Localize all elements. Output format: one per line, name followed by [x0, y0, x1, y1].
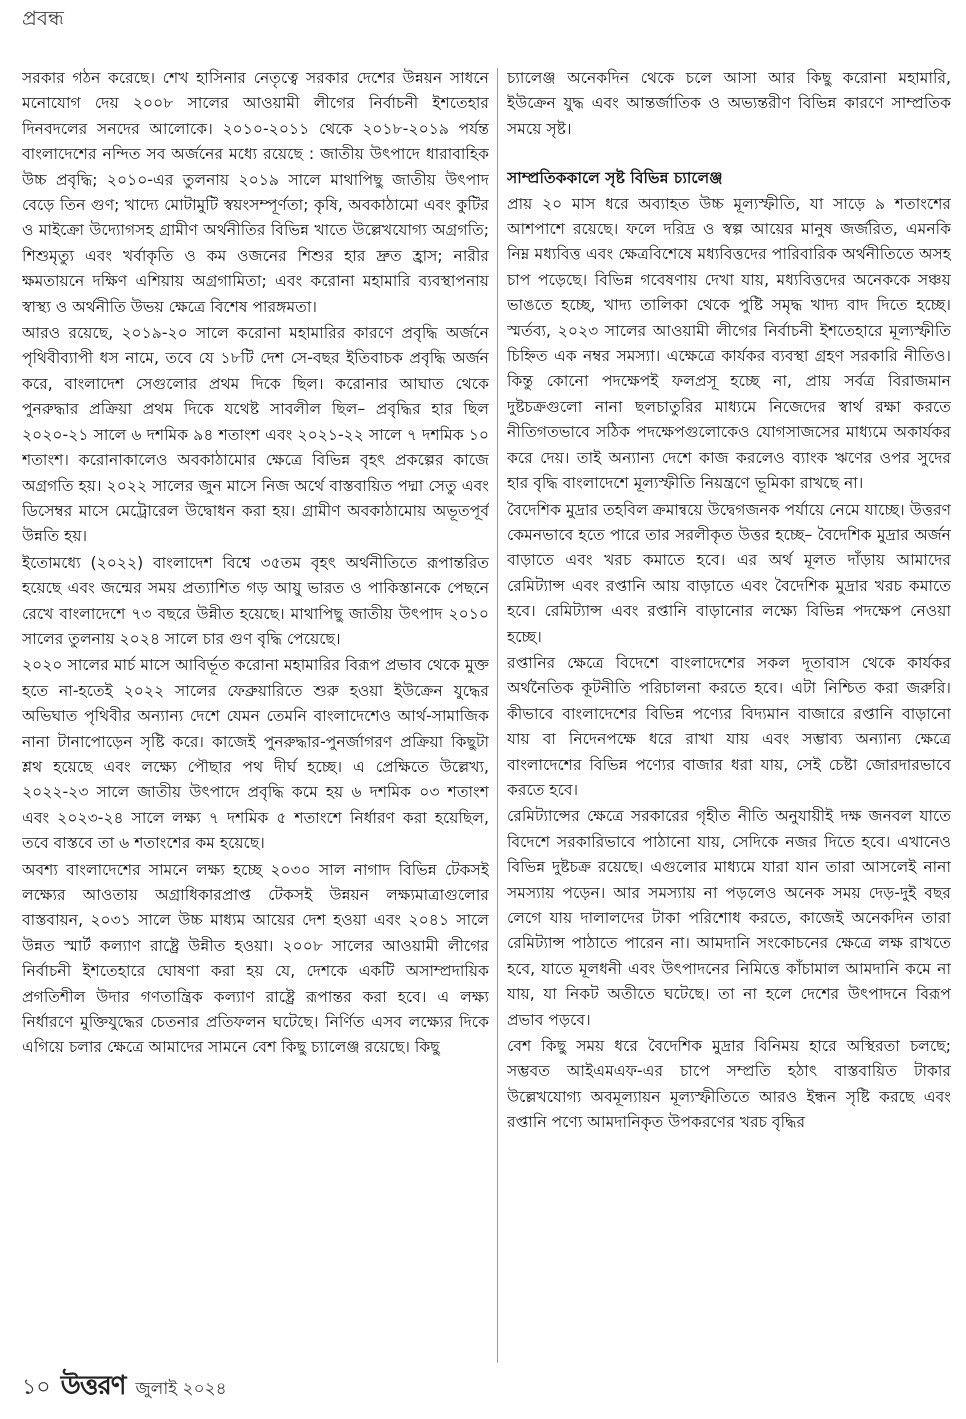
- article-column-right: [507, 66, 951, 1367]
- paragraph: অবশ্য বাংলাদেশের সামনে লক্ষ্য হচ্ছে ২০৩০ সাল নাগাদ বিভিন্ন টেকসই লক্ষ্যের আওতায় অগ্রাধিকারপ্রাপ্ত টেকসই উন্নয়ন লক্ষ্যমাত্রাগুলোর বাস্তবায়ন, ২০৩১ সালে উচ্চ মাধ্যম আয়ের দেশ হওয়া এবং ২০৪১ সালে উন্নত স্মার্ট কল্যাণ রাষ্ট্রে উন্নীত হওয়া। ২০০৮ সালের আওয়ামী লীগের নির্বাচনী ইশতেহারে ঘোষণা করা হয় যে, দেশকে একটি অসাম্প্রদায়িক প্রগতিশীল উদার গণতান্ত্রিক কল্যাণ রাষ্ট্রে রূপান্তর করা হবে। এ লক্ষ্য নির্ধারণে মুক্তিযুদ্ধের চেতনার প্রতিফলন ঘটেছে। নির্ণিত এসব লক্ষ্যের দিকে এগিয়ে চলার ক্ষেত্রে আমাদের সামনে বেশ কিছু চ্যালেঞ্জ রয়েছে। কিছু: [22, 860, 489, 1057]
- page-number: ১০: [22, 1375, 51, 1400]
- page-footer: [22, 1365, 227, 1409]
- paragraph: রেমিট্যান্সের ক্ষেত্রে সরকারের গৃহীত নীতি অনুযায়ীই দক্ষ জনবল যাতে বিদেশে সরকারিভাবে পাঠানো যায়, সেদিকে নজর দিতে হবে। এখানেও বিভিন্ন দুষ্টচক্র রয়েছে। এগুলোর মাধ্যমে যারা যান তারা আসলেই নানা সমস্যায় পড়েন। আর সমস্যায় না পড়লেও অনেক সময় দেড়-দুই বছর লেগে যায় দালালদের টাকা পরিশোধ করতে, কাজেই অনেকদিন তারা রেমিট্যান্স পাঠাতে পারেন না। আমদানি সংকোচনের ক্ষেত্রে লক্ষ রাখতে হবে, যাতে মূলধনী এবং উৎপাদনের নিমিত্তে কাঁচামাল আমদানি কমে না যায়, যা নিকট অতীতে ঘটেছে। তা না হলে দেশের উৎপাদনে বিরূপ প্রভাব পড়বে।: [507, 807, 951, 1029]
- paragraph: ২০২০ সালের মার্চ মাসে আবির্ভূত করোনা মহামারির বিরূপ প্রভাব থেকে মুক্ত হতে না-হতেই ২০২২ সালের ফেব্রুয়ারিতে শুরু হওয়া ইউক্রেন যুদ্ধের অভিঘাত পৃথিবীর অন্যান্য দেশে যেমন তেমনি বাংলাদেশেও আর্থ-সামাজিক নানা টানাপোড়েন সৃষ্টি করে। কাজেই পুনরুদ্ধার-পুনর্জাগরণ প্রক্রিয়া কিছুটা শ্লথ হয়েছে এবং লক্ষ্যে পৌছার পথ দীর্ঘ হচ্ছে। এ প্রেক্ষিতে উল্লেখ্য, ২০২২-২৩ সালে জাতীয় উৎপাদে প্রবৃদ্ধি কমে হয় ৬ দশমিক ০৩ শতাংশ এবং ২০২৩-২৪ সালে লক্ষ্য ৭ দশমিক ৫ শতাংশে নির্ধারণ করা হয়েছিল, তবে বাস্তবে তা ৬ শতাংশের কম হয়েছে।: [22, 656, 489, 853]
- magazine-logo: উত্তরণ: [60, 1371, 126, 1401]
- column-divider: [497, 68, 498, 1363]
- paragraph: বেশ কিছু সময় ধরে বৈদেশিক মুদ্রার বিনিময় হারে অস্থিরতা চলছে; সম্ভবত আইএমএফ-এর চাপে সম্প্রতি হঠাৎ বাস্তবায়িত টাকার উল্লেখযোগ্য অবমূল্যায়ন মূল্যস্ফীতিতে আরও ইন্ধন সৃষ্টি করছে এবং রপ্তানি পণ্যে আমদানিকৃত উপকরণের খরচ বৃদ্ধির: [507, 1037, 951, 1132]
- paragraph: প্রায় ২০ মাস ধরে অব্যাহত উচ্চ মূল্যস্ফীতি, যা সাড়ে ৯ শতাংশের আশপাশে রয়েছে। ফলে দরিদ্র ও স্বল্প আয়ের মানুষ জর্জরিত, এমনকি নিম্ন মধ্যবিত্ত এবং ক্ষেত্রবিশেষে মধ্যবিত্তদের পারিবারিক অর্থনীতিতে অসহ চাপ পড়েছে। বিভিন্ন গবেষণায় দেখা যায়, মধ্যবিত্তদের অনেককে সঞ্চয় ভাঙতে হচ্ছে, খাদ্য তালিকা থেকে পুষ্টি সমৃদ্ধ খাদ্য বাদ দিতে হচ্ছে। স্মর্তব্য, ২০২৩ সালের আওয়ামী লীগের নির্বাচনী ইশতেহারে মূল্যস্ফীতি চিহ্নিত এক নম্বর সমস্যা। এক্ষেত্রে কার্যকর ব্যবস্থা গ্রহণ সরকারি নীতিও। কিন্তু কোনো পদক্ষেপই ফলপ্রসূ হচ্ছে না, প্রায় সর্বত্র বিরাজমান দুষ্টচক্রগুলো নানা ছলচাতুরির মাধ্যমে নিজেদের স্বার্থ রক্ষা করতে নীতিগতভাবে সঠিক পদক্ষেপগুলোকেও যোগসাজসের মাধ্যমে অকার্যকর করে দেয়। তাই অন্যান্য দেশে কাজ করলেও ব্যাংক ঋণের ওপর সুদের হার বৃদ্ধি বাংলাদেশে মূল্যস্ফীতি নিয়ন্ত্রণে ভূমিকা রাখছে না।: [507, 194, 951, 493]
- section-heading: সাম্প্রতিককালে সৃষ্ট বিভিন্ন চ্যালেঞ্জ: [507, 169, 723, 188]
- article-column-left: [22, 66, 489, 1367]
- paragraph: রপ্তানির ক্ষেত্রে বিদেশে বাংলাদেশের সকল দূতাবাস থেকে কার্যকর অর্থনৈতিক কূটনীতি পরিচালনা করতে হবে। এটা নিশ্চিত করা জরুরি। কীভাবে বাংলাদেশের বিভিন্ন পণ্যের বিদ্যমান বাজারে রপ্তানি বাড়ানো যায় বা নিদেনপক্ষে ধরে রাখা যায় এবং সম্ভাব্য অন্যান্য ক্ষেত্রে বাংলাদেশের বিভিন্ন পণ্যের বাজার ধরা যায়, সেই চেষ্টা জোরদারভাবে করতে হবে।: [507, 653, 951, 799]
- paragraph: আরও রয়েছে, ২০১৯-২০ সালে করোনা মহামারির কারণে প্রবৃদ্ধি অর্জনে পৃথিবীব্যাপী ধস নামে, তবে যে ১৮টি দেশ সে-বছর ইতিবাচক প্রবৃদ্ধি অর্জন করে, বাংলাদেশ সেগুলোর প্রথম দিকে ছিল। করোনার আঘাত থেকে পুনরুদ্ধার প্রক্রিয়া প্রথম দিকে যথেষ্ট সাবলীল ছিল– প্রবৃদ্ধির হার ছিল ২০২০-২১ সালে ৬ দশমিক ৯৪ শতাংশ এবং ২০২১-২২ সালে ৭ দশমিক ১০ শতাংশ। করোনাকালেও অবকাঠামোর ক্ষেত্রে বিভিন্ন বৃহৎ প্রকল্পের কাজে অগ্রগতি হয়। ২০২২ সালের জুন মাসে নিজ অর্থে বাস্তবায়িত পদ্মা সেতু এবং ডিসেম্বর মাসে মেট্রোরেল উদ্বোধন করা হয়। গ্রামীণ অবকাঠামোয় অভূতপূর্ব উন্নতি হয়।: [22, 324, 489, 546]
- paragraph: চ্যালেঞ্জ অনেকদিন থেকে চলে আসা আর কিছু করোনা মহামারি, ইউক্রেন যুদ্ধ এবং আন্তর্জাতিক ও অভ্যন্তরীণ বিভিন্ন কারণে সাম্প্রতিক সময়ে সৃষ্ট।: [507, 69, 951, 138]
- section-label: প্রবন্ধ: [22, 6, 64, 30]
- paragraph: সরকার গঠন করেছে। শেখ হাসিনার নেতৃত্বে সরকার দেশের উন্নয়ন সাধনে মনোযোগ দেয় ২০০৮ সালের আওয়ামী লীগের নির্বাচনী ইশতেহার দিনবদলের সনদের আলোকে। ২০১০-২০১১ থেকে ২০১৮-২০১৯ পর্যন্ত বাংলাদেশের নন্দিত সব অর্জনের মধ্যে রয়েছে : জাতীয় উৎপাদে ধারাবাহিক উচ্চ প্রবৃদ্ধি; ২০১০-এর তুলনায় ২০১৯ সালে মাথাপিছু জাতীয় উৎপাদ বেড়ে তিন গুণ; খাদ্যে মোটামুটি স্বয়ংসম্পূর্ণতা; কৃষি, অবকাঠামো এবং কুটির ও মাইক্রো উদ্যোগসহ গ্রামীণ অর্থনীতির বিভিন্ন খাতে উল্লেখযোগ্য অগ্রগতি; শিশুমৃত্যু এবং খর্বাকৃতি ও কম ওজনের শিশুর হার দ্রুত হ্রাস; নারীর ক্ষমতায়নে দক্ষিণ এশিয়ায় অগ্রগামিতা; এবং করোনা মহামারি ব্যবস্থাপনায় স্বাস্থ্য ও অর্থনীতি উভয় ক্ষেত্রে বিশেষ পারঙ্গমতা।: [22, 69, 489, 316]
- paragraph: বৈদেশিক মুদ্রার তহবিল ক্রমান্বয়ে উদ্বেগজনক পর্যায়ে নেমে যাচ্ছে। উত্তরণ কেমনভাবে হতে পারে তার সরলীকৃত উত্তর হচ্ছে– বৈদেশিক মুদ্রার অর্জন বাড়াতে এবং খরচ কমাতে হবে। এর অর্থ মূলত দাঁড়ায় আমাদের রেমিট্যান্স এবং রপ্তানি আয় বাড়াতে এবং বৈদেশিক মুদ্রার খরচ কমাতে হবে। রেমিট্যান্স এবং রপ্তানি বাড়ানোর লক্ষ্যে বিভিন্ন পদক্ষেপ নেওয়া হচ্ছে।: [507, 500, 951, 646]
- issue-date: জুলাই ২০২৪: [135, 1379, 227, 1399]
- paragraph: ইতোমধ্যে (২০২২) বাংলাদেশ বিশ্বে ৩৫তম বৃহৎ অর্থনীতিতে রূপান্তরিত হয়েছে এবং জন্মের সময় প্রত্যাশিত গড় আয়ু ভারত ও পাকিস্তানকে পেছনে রেখে বাংলাদেশে ৭৩ বছরে উন্নীত হয়েছে। মাথাপিছু জাতীয় উৎপাদ ২০১০ সালের তুলনায় ২০২৪ সালে চার গুণ বৃদ্ধি পেয়েছে।: [22, 553, 489, 648]
